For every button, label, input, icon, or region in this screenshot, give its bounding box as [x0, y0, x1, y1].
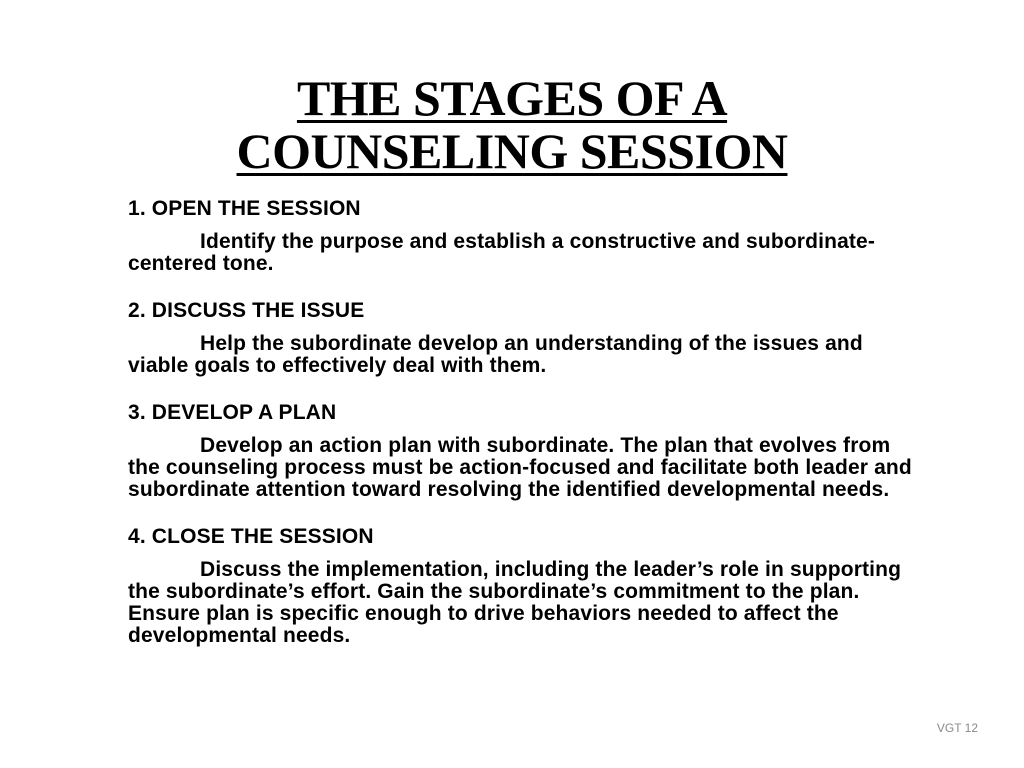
- title-line-2: COUNSELING SESSION: [236, 122, 788, 179]
- stage-heading: 1. OPEN THE SESSION: [128, 197, 361, 220]
- stage-heading: 2. DISCUSS THE ISSUE: [128, 299, 365, 322]
- stage-heading: 3. DEVELOP A PLAN: [128, 401, 337, 424]
- stage-heading: 4. CLOSE THE SESSION: [128, 525, 374, 548]
- stage-description: Develop an action plan with subordinate. The plan that evolves from the counseling process must be action-focused and facilitate both leader and subordinate attention toward resolving the identified developmental needs.: [128, 434, 912, 501]
- stage-description: Help the subordinate develop an understanding of the issues and viable goals to effectively deal with them.: [128, 332, 863, 377]
- stage-2: [128, 299, 928, 377]
- title-line-1: THE STAGES OF A: [296, 69, 728, 126]
- page-title: [0, 69, 1024, 179]
- stage-description: Discuss the implementation, including the leader’s role in supporting the subordinate’s effort. Gain the subordinate’s commitment to the plan. Ensure plan is specific enough to drive behaviors needed to affect the developmental needs.: [128, 558, 902, 647]
- slide-footer-label: VGT 12: [936, 721, 978, 735]
- stages-list: [128, 197, 928, 647]
- stage-4: [128, 525, 928, 647]
- stage-3: [128, 401, 928, 501]
- stage-1: [128, 197, 928, 275]
- stage-description: Identify the purpose and establish a constructive and subordinate-centered tone.: [128, 230, 876, 275]
